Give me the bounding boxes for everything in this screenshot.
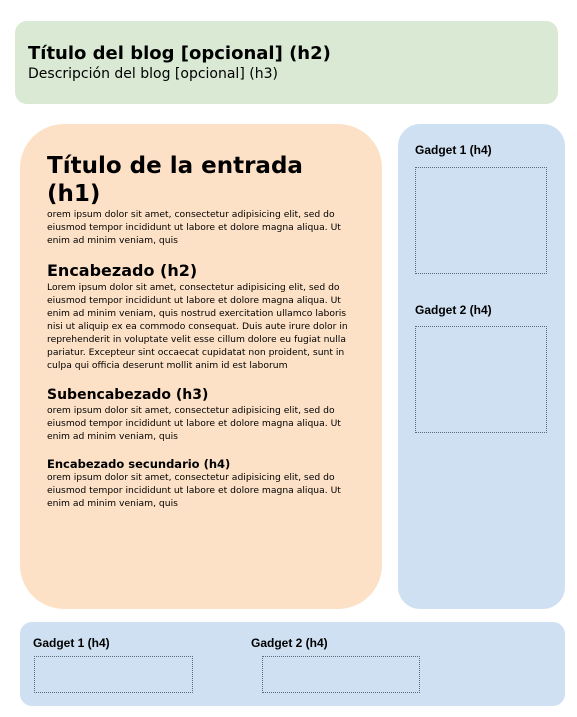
post-area (20, 124, 382, 609)
section-heading-h4: Encabezado secundario (h4) (47, 457, 231, 471)
section-body-h2: Lorem ipsum dolor sit amet, consectetur adipisicing elit, sed do eiusmod tempor incididunt ut labore et dolore magna aliqua. Ut enim ad minim veniam, quis nostrud exercitation ullamco laboris nisi ut aliquip ex ea commodo consequat. Duis aute irure dolor in reprehenderit in voluptate velit esse cillum dolore eu fugiat nulla pariatur. Excepteur sint occaecat cupidatat non proident, sunt in culpa qui officia deserunt mollit anim id est laborum (47, 282, 348, 371)
sidebar-gadget-1-title: Gadget 1 (h4) (415, 143, 492, 157)
post-title: Título de la entrada (h1) (47, 153, 303, 207)
blog-header (15, 21, 558, 104)
sidebar-gadget-2-placeholder (415, 326, 547, 433)
section-heading-h3: Subencabezado (h3) (47, 387, 209, 403)
footer-gadget-1-placeholder (34, 656, 193, 693)
sidebar-gadget-1-placeholder (415, 167, 547, 274)
sidebar (398, 124, 565, 609)
section-heading-h2: Encabezado (h2) (47, 261, 198, 280)
section-body-h3: orem ipsum dolor sit amet, consectetur adipisicing elit, sed do eiusmod tempor incididunt ut labore et dolore magna aliqua. Ut enim ad minim veniam, quis (47, 405, 341, 442)
post-intro: orem ipsum dolor sit amet, consectetur adipisicing elit, sed do eiusmod tempor incididunt ut labore et dolore magna aliqua. Ut enim ad minim veniam, quis (47, 209, 341, 246)
blog-description: Descripción del blog [opcional] (h3) (28, 66, 278, 82)
footer-gadget-1-title: Gadget 1 (h4) (33, 636, 110, 650)
blog-title: Título del blog [opcional] (h2) (28, 43, 331, 64)
section-body-h4: orem ipsum dolor sit amet, consectetur adipisicing elit, sed do eiusmod tempor incididunt ut labore et dolore magna aliqua. Ut enim ad minim veniam, quis (47, 472, 341, 509)
footer-gadget-2-title: Gadget 2 (h4) (251, 636, 328, 650)
footer-gadget-2-placeholder (262, 656, 420, 693)
footer (20, 622, 565, 706)
sidebar-gadget-2-title: Gadget 2 (h4) (415, 303, 492, 317)
